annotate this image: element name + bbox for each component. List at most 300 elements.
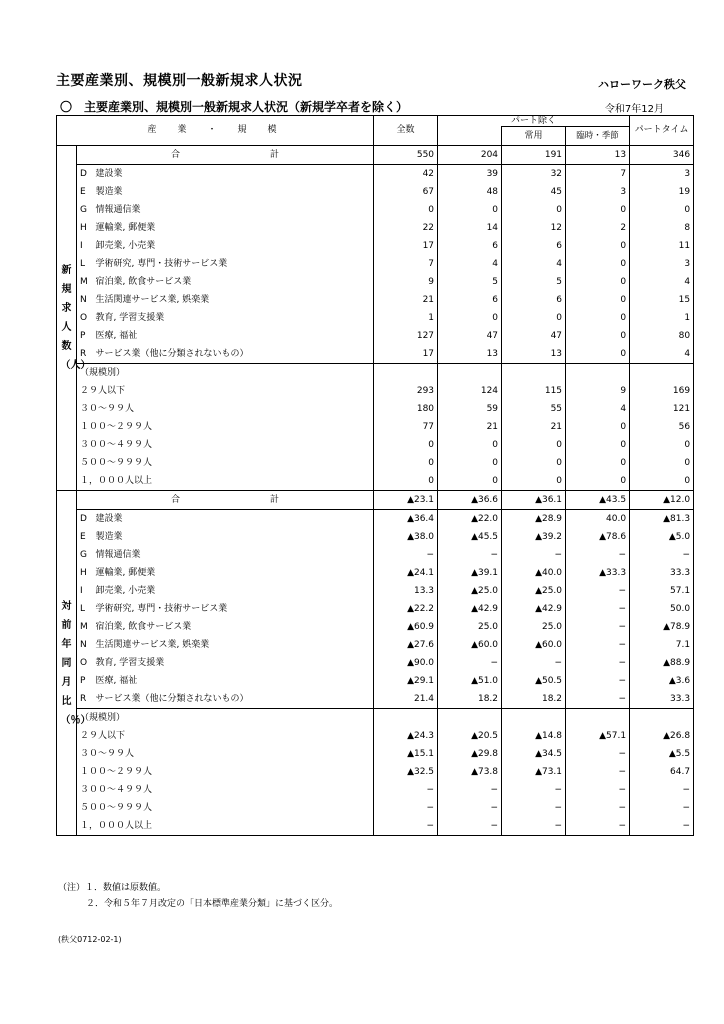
- industry-row: [57, 183, 694, 201]
- industry-value: −: [630, 546, 694, 564]
- industry-value: 6: [438, 291, 502, 309]
- industry-code: P: [80, 675, 86, 686]
- industry-name: 生活関連サービス業, 娯楽業: [95, 294, 210, 305]
- total-label-text: 合 計: [171, 494, 280, 505]
- industry-value: 4: [502, 255, 566, 273]
- industry-value: 0: [438, 309, 502, 327]
- industry-value: −: [566, 690, 630, 709]
- size-row: [57, 817, 694, 836]
- industry-value: −: [374, 546, 438, 564]
- industry-value: 6: [502, 291, 566, 309]
- total-value: 346: [630, 146, 694, 165]
- industry-name: サービス業（他に分類されないもの）: [95, 693, 249, 704]
- industry-value: ▲28.9: [502, 510, 566, 529]
- industry-name: 宿泊業, 飲食サービス業: [95, 276, 192, 287]
- industry-value: 0: [566, 255, 630, 273]
- industry-code: H: [80, 567, 87, 578]
- section-label: [57, 491, 91, 836]
- industry-row: [57, 219, 694, 237]
- size-value: 169: [630, 382, 694, 400]
- size-value: −: [566, 745, 630, 763]
- size-value: −: [630, 781, 694, 799]
- size-value: ▲57.1: [566, 727, 630, 745]
- industry-row: [57, 600, 694, 618]
- industry-code: E: [80, 186, 86, 197]
- industry-value: 40.0: [566, 510, 630, 529]
- size-name: ５００～９９９人: [80, 802, 153, 813]
- size-value: −: [566, 799, 630, 817]
- regular-header: 常用: [502, 127, 566, 146]
- size-row: [57, 418, 694, 436]
- note-1: （注）１．数値は原数値。: [58, 883, 167, 893]
- industry-value: ▲36.4: [374, 510, 438, 529]
- industry-value: 0: [566, 273, 630, 291]
- empty-cell: [502, 709, 566, 728]
- industry-value: ▲40.0: [502, 564, 566, 582]
- industry-code: P: [80, 330, 86, 341]
- industry-code: L: [80, 258, 86, 269]
- industry-value: 0: [566, 237, 630, 255]
- size-value: ▲73.8: [438, 763, 502, 781]
- industry-value: −: [566, 672, 630, 690]
- industry-value: 1: [630, 309, 694, 327]
- total-value: ▲43.5: [566, 491, 630, 510]
- size-value: −: [566, 763, 630, 781]
- industry-row: [57, 165, 694, 184]
- industry-row: [57, 273, 694, 291]
- size-row: [57, 763, 694, 781]
- section-label: [57, 146, 91, 491]
- size-name: ２９人以下: [80, 730, 126, 741]
- page-title: 主要産業別、規模別一般新規求人状況: [56, 73, 303, 89]
- industry-value: 12: [502, 219, 566, 237]
- report-date: 令和7年12月: [604, 104, 664, 115]
- size-name: ３００～４９９人: [80, 439, 153, 450]
- industry-value: 0: [502, 309, 566, 327]
- industry-value: 42: [374, 165, 438, 184]
- industry-value: 8: [630, 219, 694, 237]
- industry-value: ▲78.9: [630, 618, 694, 636]
- industry-name: 運輸業, 郵便業: [95, 222, 156, 233]
- size-label: （規模別）: [77, 364, 374, 383]
- table-body: [57, 146, 694, 836]
- industry-value: ▲22.0: [438, 510, 502, 529]
- size-value: −: [630, 799, 694, 817]
- industry-value: ▲60.0: [438, 636, 502, 654]
- industry-value: 57.1: [630, 582, 694, 600]
- industry-value: 0: [502, 201, 566, 219]
- size-value: 64.7: [630, 763, 694, 781]
- industry-name: 教育, 学習支援業: [95, 657, 165, 668]
- size-value: 0: [374, 472, 438, 491]
- empty-cell: [438, 364, 502, 383]
- industry-row: [57, 345, 694, 364]
- industry-value: 50.0: [630, 600, 694, 618]
- industry-value: 13.3: [374, 582, 438, 600]
- industry-value: ▲60.0: [502, 636, 566, 654]
- industry-value: 17: [374, 345, 438, 364]
- industry-name: 卸売業, 小売業: [95, 585, 156, 596]
- industry-value: 0: [566, 345, 630, 364]
- blank-header: [438, 127, 502, 146]
- industry-value: 6: [502, 237, 566, 255]
- industry-value: 22: [374, 219, 438, 237]
- industry-value: ▲90.0: [374, 654, 438, 672]
- size-value: 0: [374, 454, 438, 472]
- size-value: −: [630, 817, 694, 836]
- size-row: [57, 727, 694, 745]
- industry-value: 80: [630, 327, 694, 345]
- size-value: −: [502, 799, 566, 817]
- industry-value: ▲27.6: [374, 636, 438, 654]
- industry-code: M: [80, 276, 88, 287]
- total-value: ▲36.6: [438, 491, 502, 510]
- empty-cell: [630, 364, 694, 383]
- industry-value: ▲42.9: [438, 600, 502, 618]
- size-value: 0: [566, 418, 630, 436]
- section-vertical-label: 新規求人数（人）: [60, 265, 91, 371]
- industry-name: 情報通信業: [95, 549, 141, 560]
- size-row: [57, 436, 694, 454]
- total-value: 191: [502, 146, 566, 165]
- size-value: −: [374, 799, 438, 817]
- size-value: −: [566, 781, 630, 799]
- size-value: 4: [566, 400, 630, 418]
- size-value: 9: [566, 382, 630, 400]
- part-header: パートタイム: [630, 116, 694, 146]
- size-value: 56: [630, 418, 694, 436]
- total-value: ▲23.1: [374, 491, 438, 510]
- industry-value: 47: [438, 327, 502, 345]
- industry-name: 教育, 学習支援業: [95, 312, 165, 323]
- industry-row: [57, 564, 694, 582]
- size-value: 0: [566, 436, 630, 454]
- industry-value: 48: [438, 183, 502, 201]
- industry-value: 0: [438, 201, 502, 219]
- industry-name: サービス業（他に分類されないもの）: [95, 348, 249, 359]
- industry-value: ▲33.3: [566, 564, 630, 582]
- size-value: ▲14.8: [502, 727, 566, 745]
- industry-code: N: [80, 294, 87, 305]
- size-value: 293: [374, 382, 438, 400]
- industry-value: −: [566, 546, 630, 564]
- industry-row: [57, 654, 694, 672]
- industry-value: ▲42.9: [502, 600, 566, 618]
- industry-value: ▲50.5: [502, 672, 566, 690]
- industry-value: −: [502, 546, 566, 564]
- industry-value: 45: [502, 183, 566, 201]
- size-row: [57, 472, 694, 491]
- industry-value: 7.1: [630, 636, 694, 654]
- size-label: （規模別）: [77, 709, 374, 728]
- size-value: 0: [630, 472, 694, 491]
- note-2: ２．令和５年７月改定の「日本標準産業分類」に基づく区分。: [86, 899, 339, 909]
- industry-value: 13: [502, 345, 566, 364]
- industry-value: 6: [438, 237, 502, 255]
- industry-value: 4: [630, 345, 694, 364]
- size-name: ２９人以下: [80, 385, 126, 396]
- industry-row: [57, 327, 694, 345]
- industry-value: 33.3: [630, 690, 694, 709]
- industry-value: ▲25.0: [502, 582, 566, 600]
- total-value: ▲12.0: [630, 491, 694, 510]
- total-label: [77, 491, 374, 510]
- total-row: [57, 491, 694, 510]
- size-value: 0: [630, 436, 694, 454]
- industry-value: 0: [374, 201, 438, 219]
- industry-row: [57, 255, 694, 273]
- industry-row: [57, 291, 694, 309]
- industry-row: [57, 546, 694, 564]
- job-openings-table: [56, 115, 694, 836]
- size-row: [57, 454, 694, 472]
- size-value: 0: [630, 454, 694, 472]
- industry-row: [57, 528, 694, 546]
- industry-name: 宿泊業, 飲食サービス業: [95, 621, 192, 632]
- industry-value: 21: [374, 291, 438, 309]
- size-value: −: [374, 781, 438, 799]
- section-vertical-label: 対前年同月比（％）: [60, 600, 91, 726]
- size-name: ３０～９９人: [80, 748, 135, 759]
- industry-row: [57, 672, 694, 690]
- industry-code: D: [80, 513, 87, 524]
- size-value: 0: [502, 454, 566, 472]
- industry-code: R: [80, 693, 87, 704]
- size-row: [57, 745, 694, 763]
- empty-cell: [374, 709, 438, 728]
- industry-name: 生活関連サービス業, 娯楽業: [95, 639, 210, 650]
- industry-code: O: [80, 657, 88, 668]
- size-name: １００～２９９人: [80, 421, 153, 432]
- industry-value: 3: [630, 165, 694, 184]
- temp-header: 臨時・季節: [566, 127, 630, 146]
- size-name: ３００～４９９人: [80, 784, 153, 795]
- industry-value: 3: [630, 255, 694, 273]
- size-value: ▲29.8: [438, 745, 502, 763]
- size-name: １００～２９９人: [80, 766, 153, 777]
- industry-code: I: [80, 240, 83, 251]
- industry-value: 0: [630, 201, 694, 219]
- size-value: 59: [438, 400, 502, 418]
- notes: [58, 880, 338, 912]
- industry-value: ▲39.1: [438, 564, 502, 582]
- industry-row: [57, 510, 694, 529]
- industry-value: 67: [374, 183, 438, 201]
- industry-row: [57, 618, 694, 636]
- size-value: 0: [566, 454, 630, 472]
- total-value: 204: [438, 146, 502, 165]
- industry-value: 5: [438, 273, 502, 291]
- size-value: ▲26.8: [630, 727, 694, 745]
- size-value: ▲34.5: [502, 745, 566, 763]
- empty-cell: [438, 709, 502, 728]
- industry-name: 運輸業, 郵便業: [95, 567, 156, 578]
- industry-code: L: [80, 603, 86, 614]
- industry-code: H: [80, 222, 87, 233]
- industry-value: 19: [630, 183, 694, 201]
- industry-value: 25.0: [502, 618, 566, 636]
- industry-value: 7: [566, 165, 630, 184]
- industry-code: I: [80, 585, 83, 596]
- industry-value: 33.3: [630, 564, 694, 582]
- size-value: 115: [502, 382, 566, 400]
- size-value: 180: [374, 400, 438, 418]
- industry-name: 建設業: [95, 513, 123, 524]
- industry-value: −: [502, 654, 566, 672]
- industry-value: 18.2: [438, 690, 502, 709]
- header-row-1: [57, 116, 694, 127]
- size-value: −: [502, 817, 566, 836]
- industry-name: 製造業: [95, 531, 123, 542]
- industry-value: 18.2: [502, 690, 566, 709]
- industry-code: D: [80, 168, 87, 179]
- industry-value: 0: [566, 309, 630, 327]
- industry-code: G: [80, 204, 87, 215]
- industry-value: 127: [374, 327, 438, 345]
- empty-cell: [502, 364, 566, 383]
- industry-code: R: [80, 348, 87, 359]
- industry-code: E: [80, 531, 86, 542]
- industry-value: 13: [438, 345, 502, 364]
- total-value: 13: [566, 146, 630, 165]
- size-row: [57, 400, 694, 418]
- industry-value: 1: [374, 309, 438, 327]
- size-value: −: [566, 817, 630, 836]
- size-value: 21: [438, 418, 502, 436]
- size-value: 0: [438, 454, 502, 472]
- size-value: ▲20.5: [438, 727, 502, 745]
- size-value: ▲73.1: [502, 763, 566, 781]
- size-value: −: [502, 781, 566, 799]
- table-subtitle: 〇 主要産業別、規模別一般新規求人状況（新規学卒者を除く）: [60, 100, 409, 114]
- size-value: ▲5.5: [630, 745, 694, 763]
- industry-value: 39: [438, 165, 502, 184]
- category-header: 産 業 ・ 規 模: [57, 116, 374, 146]
- size-value: 0: [374, 436, 438, 454]
- industry-value: ▲39.2: [502, 528, 566, 546]
- industry-value: −: [566, 582, 630, 600]
- size-value: −: [438, 817, 502, 836]
- size-value: 77: [374, 418, 438, 436]
- all-header: 全数: [374, 116, 438, 146]
- industry-value: 47: [502, 327, 566, 345]
- industry-value: 3: [566, 183, 630, 201]
- industry-code: M: [80, 621, 88, 632]
- size-name: ５００～９９９人: [80, 457, 153, 468]
- size-value: 0: [438, 472, 502, 491]
- industry-value: −: [566, 654, 630, 672]
- industry-value: ▲3.6: [630, 672, 694, 690]
- industry-name: 情報通信業: [95, 204, 141, 215]
- empty-cell: [566, 709, 630, 728]
- size-label-row: [57, 364, 694, 383]
- industry-value: 21.4: [374, 690, 438, 709]
- total-value: 550: [374, 146, 438, 165]
- total-label-text: 合 計: [171, 149, 280, 160]
- industry-value: 7: [374, 255, 438, 273]
- industry-value: ▲25.0: [438, 582, 502, 600]
- industry-value: 0: [566, 291, 630, 309]
- industry-value: ▲29.1: [374, 672, 438, 690]
- size-row: [57, 781, 694, 799]
- industry-value: 4: [630, 273, 694, 291]
- size-value: −: [374, 817, 438, 836]
- size-value: 124: [438, 382, 502, 400]
- industry-value: ▲22.2: [374, 600, 438, 618]
- industry-row: [57, 309, 694, 327]
- size-value: ▲24.3: [374, 727, 438, 745]
- industry-value: ▲24.1: [374, 564, 438, 582]
- industry-value: 0: [566, 327, 630, 345]
- size-value: 55: [502, 400, 566, 418]
- industry-name: 建設業: [95, 168, 123, 179]
- industry-value: ▲5.0: [630, 528, 694, 546]
- industry-value: −: [438, 654, 502, 672]
- document-id: (秩父0712-02-1): [58, 935, 122, 944]
- size-value: 21: [502, 418, 566, 436]
- industry-value: ▲45.5: [438, 528, 502, 546]
- industry-value: ▲51.0: [438, 672, 502, 690]
- size-row: [57, 799, 694, 817]
- industry-value: 9: [374, 273, 438, 291]
- industry-value: 32: [502, 165, 566, 184]
- size-value: −: [438, 781, 502, 799]
- size-name: １，０００人以上: [80, 475, 153, 486]
- size-value: ▲15.1: [374, 745, 438, 763]
- industry-code: N: [80, 639, 87, 650]
- industry-name: 学術研究, 専門・技術サービス業: [95, 603, 228, 614]
- industry-row: [57, 636, 694, 654]
- size-value: ▲32.5: [374, 763, 438, 781]
- total-value: ▲36.1: [502, 491, 566, 510]
- industry-name: 卸売業, 小売業: [95, 240, 156, 251]
- empty-cell: [374, 364, 438, 383]
- size-value: 0: [502, 472, 566, 491]
- industry-value: 2: [566, 219, 630, 237]
- total-row: [57, 146, 694, 165]
- industry-row: [57, 201, 694, 219]
- industry-value: −: [566, 636, 630, 654]
- industry-value: 25.0: [438, 618, 502, 636]
- size-name: １，０００人以上: [80, 820, 153, 831]
- total-label: [77, 146, 374, 165]
- industry-value: ▲81.3: [630, 510, 694, 529]
- size-value: −: [438, 799, 502, 817]
- industry-value: ▲78.6: [566, 528, 630, 546]
- industry-value: 17: [374, 237, 438, 255]
- industry-value: −: [566, 618, 630, 636]
- industry-value: 11: [630, 237, 694, 255]
- industry-code: O: [80, 312, 88, 323]
- office-name: ハローワーク秩父: [598, 78, 686, 91]
- industry-value: 15: [630, 291, 694, 309]
- industry-value: ▲60.9: [374, 618, 438, 636]
- industry-name: 製造業: [95, 186, 123, 197]
- size-label-row: [57, 709, 694, 728]
- industry-value: ▲38.0: [374, 528, 438, 546]
- industry-row: [57, 690, 694, 709]
- industry-value: 5: [502, 273, 566, 291]
- industry-value: 4: [438, 255, 502, 273]
- size-value: 0: [438, 436, 502, 454]
- industry-name: 医療, 福祉: [95, 330, 138, 341]
- industry-value: ▲88.9: [630, 654, 694, 672]
- industry-value: 14: [438, 219, 502, 237]
- industry-value: −: [566, 600, 630, 618]
- industry-code: G: [80, 549, 87, 560]
- size-value: 0: [502, 436, 566, 454]
- size-value: 121: [630, 400, 694, 418]
